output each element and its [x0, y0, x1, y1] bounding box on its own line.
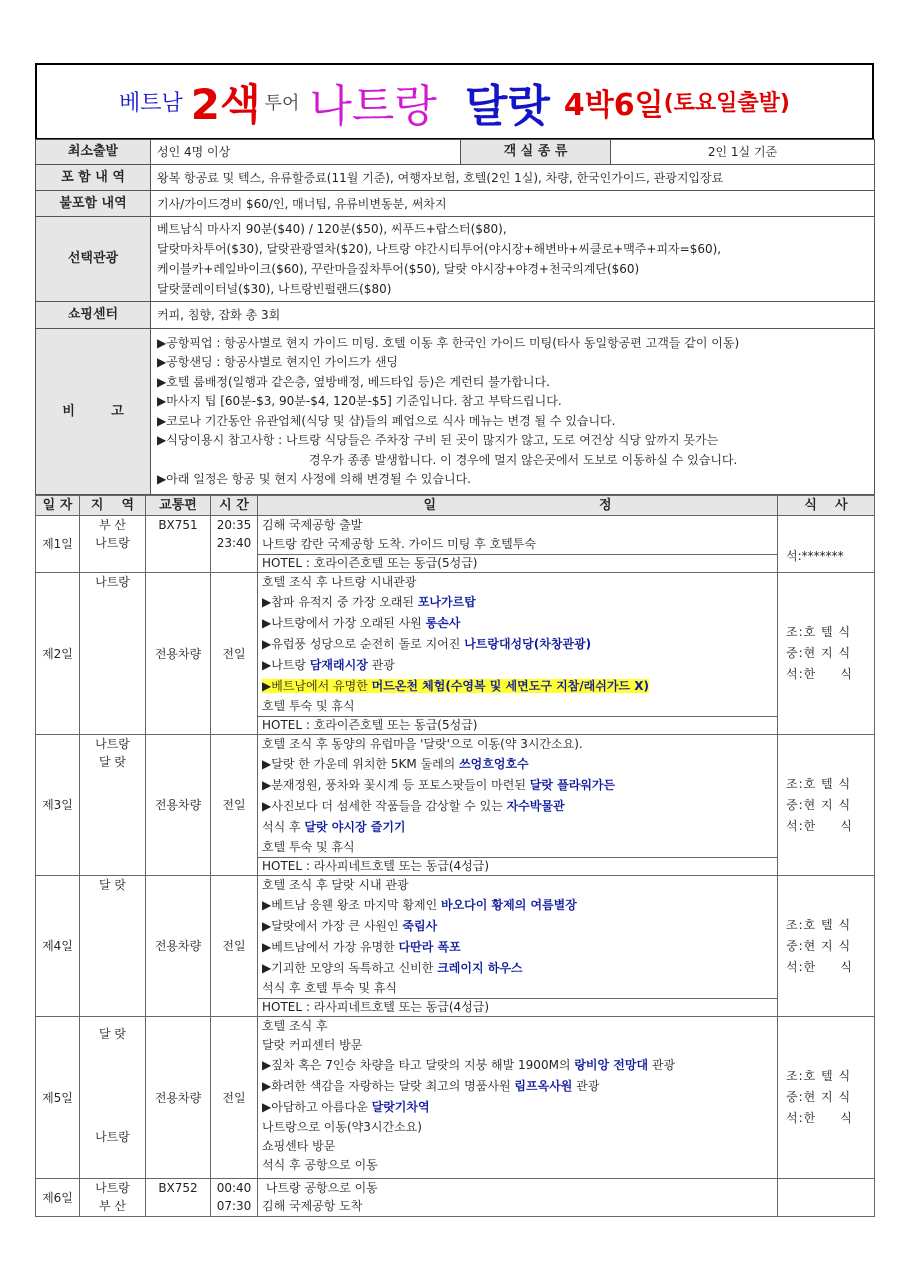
meal-line: 조:호 텔 식: [786, 917, 852, 932]
excluded-value: 기사/가이드경비 $60/인, 매너팁, 유류비변동분, 써차지: [151, 191, 875, 217]
meal-line: 중:현 지 식: [786, 646, 852, 660]
transport: BX751: [146, 516, 211, 573]
meals-cell: [778, 573, 875, 735]
day-row: [36, 735, 875, 876]
itinerary-line: 김해 국제공항 도착: [262, 1199, 363, 1213]
itinerary-text: 관광: [367, 658, 395, 672]
itinerary-line: [258, 697, 777, 716]
day-row: [36, 1179, 875, 1217]
itinerary-text: ▶참파 유적지 중 가장 오래된: [262, 595, 418, 609]
itinerary-line: [258, 1118, 777, 1137]
itinerary-text: 쇼핑센타 방문: [262, 1139, 336, 1153]
itinerary-line: [258, 676, 777, 697]
schedule-table: [35, 495, 875, 1217]
day-label: 제5일: [36, 1017, 80, 1179]
time-value: 00:40: [216, 1181, 252, 1195]
day-label: 제4일: [36, 876, 80, 1017]
highlight-attraction: 크레이지 하우스: [437, 961, 523, 975]
region-name: 달 랏: [99, 1027, 126, 1041]
note-line: ▶호텔 룸배정(일행과 같은층, 옆방배정, 베드타입 등)은 게런티 불가합니다.: [157, 374, 550, 389]
itinerary-text: ▶나트랑: [262, 658, 310, 672]
note-line: ▶마사지 팁 [60분-$3, 90분-$4, 120분-$5] 기준입니다. 참고 부탁드립니다.: [157, 394, 562, 408]
itinerary-line: [258, 1076, 777, 1097]
highlight-attraction: 쓰엉흐엉호수: [459, 757, 529, 771]
optional-tour-list: [151, 217, 875, 302]
meal-line: 중:현 지 식: [786, 1090, 852, 1104]
time: 전일: [211, 573, 258, 735]
itinerary-cell: [258, 573, 778, 735]
day-regions: [80, 876, 146, 1017]
meal-line: 조:호 텔 식: [786, 625, 852, 639]
transport: BX752: [146, 1179, 211, 1217]
min-departure-value: 성인 4명 이상: [151, 140, 461, 165]
itinerary-text: ▶베트남에서 유명한: [262, 679, 372, 693]
transport: 전용차량: [146, 573, 211, 735]
itinerary-cell: [258, 735, 778, 876]
region-name: 나트랑: [95, 575, 130, 589]
note-line: ▶코로나 기간동안 유관업체(식당 및 샵)들의 폐업으로 식사 메뉴는 변경 될 수 있습니다.: [157, 413, 616, 428]
region-name: 나트랑: [95, 737, 130, 751]
region-name: 나트랑: [95, 536, 130, 550]
itinerary-line: [258, 1055, 777, 1076]
itinerary-line: [258, 775, 777, 796]
day-row: [36, 1017, 875, 1179]
itinerary-text: ▶분재정원, 풍차와 꽃시계 등 포토스팟들이 마련된: [262, 778, 530, 792]
highlight-attraction: 죽림사: [402, 919, 438, 933]
itinerary-line: [258, 655, 777, 676]
itinerary-text: 호텔 조식 후 동양의 유럽마을 '달랏'으로 이동(약 3시간소요).: [262, 737, 583, 751]
highlight-attraction: 달랏 야시장 즐기기: [304, 820, 406, 834]
itinerary-text: 관광: [572, 1079, 600, 1093]
time-value: 20:35: [216, 518, 252, 532]
min-departure-label: 최소출발: [36, 140, 151, 165]
meals-cell: [778, 516, 875, 573]
itinerary-line: 김해 국제공항 출발: [262, 518, 363, 532]
times: [211, 516, 258, 573]
meal-line: 석:한 식: [786, 818, 853, 833]
itinerary-line: [258, 754, 777, 775]
meal-line: 석:*******: [786, 549, 844, 563]
header-day: 일 자: [36, 496, 80, 516]
itinerary-cell: [258, 1017, 778, 1179]
day-regions: [80, 735, 146, 876]
title-dalat: 달랏: [464, 80, 550, 132]
title-country: 베트남: [119, 91, 183, 116]
itinerary-cell: [258, 876, 778, 1017]
itinerary-line: [258, 876, 777, 895]
title-tour: 투어: [264, 92, 300, 114]
highlight-attraction: 담재래시장: [309, 658, 368, 672]
itinerary-text: 나트랑으로 이동(약3시간소요): [262, 1120, 422, 1134]
meal-line: 석:한 식: [786, 667, 853, 681]
itinerary-line: [258, 958, 777, 979]
meal-line: 조:호 텔 식: [786, 1069, 852, 1083]
itinerary-text: ▶베트남에서 가장 유명한: [262, 940, 399, 954]
transport: 전용차량: [146, 1017, 211, 1179]
itinerary-text: ▶사진보다 더 섬세한 작품들을 감상할 수 있는: [262, 799, 507, 813]
itinerary-cell: [258, 516, 778, 573]
itinerary-text: 호텔 조식 후 달랏 시내 관광: [262, 878, 409, 892]
region-name: 나트랑: [95, 1181, 130, 1195]
itinerary-line: 나트랑 공항으로 이동: [262, 1181, 378, 1195]
meal-line: 조:호 텔 식: [786, 776, 852, 791]
header-time: 시 간: [211, 496, 258, 516]
hotel-line: HOTEL : 라사피네트호텔 또는 동급(4성급): [258, 857, 777, 875]
itinerary-text: ▶기괴한 모양의 독특하고 신비한: [262, 961, 438, 975]
day-label: 제3일: [36, 735, 80, 876]
header-transport: 교통편: [146, 496, 211, 516]
meal-line: 석:한 식: [786, 1111, 853, 1125]
times: [211, 1179, 258, 1217]
day-regions: [80, 573, 146, 735]
itinerary-line: [258, 1097, 777, 1118]
time: 전일: [211, 1017, 258, 1179]
meals-cell: [778, 735, 875, 876]
itinerary-line: [258, 895, 777, 916]
page-title: [35, 63, 874, 139]
excluded-label: 불포함 내역: [36, 191, 151, 217]
highlight-attraction: 포나가르탑: [417, 595, 476, 609]
optional-tour-line: 케이블카+레일바이크($60), 꾸란마을짚차투어($50), 달랏 야시장+야경+천국의계단($60): [157, 262, 640, 276]
hotel-line: HOTEL : 라사피네트호텔 또는 동급(4성급): [258, 998, 777, 1016]
highlight-attraction: 자수박물관: [506, 799, 565, 813]
itinerary-text: ▶나트랑에서 가장 오래된 사원: [262, 616, 426, 630]
region-name: 나트랑: [95, 1130, 130, 1144]
room-type-value: 2인 1실 기준: [611, 140, 875, 165]
included-label: 포 함 내 역: [36, 165, 151, 191]
itinerary-text: 호텔 투숙 및 휴식: [262, 699, 355, 713]
highlight-attraction: 다딴라 폭포: [398, 940, 461, 954]
transport: 전용차량: [146, 735, 211, 876]
meals-cell: [778, 876, 875, 1017]
itinerary-text: ▶화려한 색감을 자랑하는 달랏 최고의 명품사원: [262, 1079, 515, 1093]
meals-cell: [778, 1179, 875, 1217]
notes-label: 비 고: [36, 329, 151, 495]
itinerary-line: [258, 979, 777, 998]
itinerary-line: [258, 1156, 777, 1175]
itinerary-text: 달랏 커피센터 방문: [262, 1038, 363, 1052]
info-table: [35, 139, 875, 495]
itinerary-line: [258, 1036, 777, 1055]
note-line: ▶아래 일정은 항공 및 현지 사정에 의해 변경될 수 있습니다.: [157, 472, 471, 486]
itinerary-line: [258, 817, 777, 838]
optional-tour-line: 달랏쿨레이터널($30), 나트랑빈펄랜드($80): [157, 282, 392, 296]
itinerary-line: [258, 613, 777, 634]
highlight-attraction: 나트랑대성당(차창관광): [464, 637, 592, 651]
highlight-attraction: 랑비앙 전망대: [574, 1058, 649, 1072]
header-region: 지 역: [80, 496, 146, 516]
meal-line: 중:현 지 식: [786, 797, 852, 812]
itinerary-text: ▶달랏에서 가장 큰 사원인: [262, 919, 403, 933]
day-row: [36, 516, 875, 573]
notes-list: [151, 329, 875, 495]
itinerary-line: 나트랑 캄란 국제공항 도착. 가이드 미팅 후 호텔투숙: [262, 537, 536, 551]
itinerary-line: [258, 916, 777, 937]
note-line: ▶공항샌딩 : 항공사별로 현지인 가이드가 샌딩: [157, 355, 399, 369]
itinerary-line: [258, 1017, 777, 1036]
itinerary-text: 호텔 투숙 및 휴식: [262, 840, 355, 854]
itinerary-line: [258, 796, 777, 817]
title-duration: 4박6일: [563, 87, 664, 123]
highlight-attraction: 바오다이 황제의 여름별장: [441, 898, 577, 912]
itinerary-line: [258, 838, 777, 857]
region-name: 부 산: [99, 518, 126, 532]
region-name: 달 랏: [99, 755, 126, 769]
day-regions: [80, 516, 146, 573]
room-type-label: 객 실 종 류: [461, 140, 611, 165]
itinerary-line: [258, 1137, 777, 1156]
title-departure-day: (토요일출발): [663, 91, 790, 116]
highlight-attraction: 머드온천 체험(수영복 및 세면도구 지참/래쉬가드 X): [371, 679, 649, 693]
itinerary-line: [258, 634, 777, 655]
meal-line: 석:한 식: [786, 959, 853, 974]
itinerary-text: 석식 후: [262, 820, 305, 834]
time: 전일: [211, 735, 258, 876]
note-line: ▶공항픽업 : 항공사별로 현지 가이드 미팅. 호텔 이동 후 한국인 가이드 미팅(타사 동일항공편 고객들 같이 이동): [157, 335, 740, 350]
hotel-line: HOTEL : 호라이즌호텔 또는 동급(5성급): [258, 554, 777, 572]
region-name: 부 산: [99, 1199, 126, 1213]
optional-tour-line: 베트남식 마사지 90분($40) / 120분($50), 씨푸드+랍스터($80),: [157, 222, 507, 236]
itinerary-text: ▶유럽풍 성당으로 순전히 돌로 지어진: [262, 637, 465, 651]
itinerary-line: [258, 937, 777, 958]
day-row: [36, 876, 875, 1017]
day-label: 제1일: [36, 516, 80, 573]
itinerary-line: [258, 735, 777, 754]
day-label: 제2일: [36, 573, 80, 735]
itinerary-text: 석식 후 호텔 투숙 및 휴식: [262, 981, 397, 995]
itinerary-text: 호텔 조식 후 나트랑 시내관광: [262, 575, 417, 589]
time-value: 07:30: [216, 1199, 252, 1213]
itinerary-line: [258, 592, 777, 613]
itinerary-sheet: [35, 63, 874, 1217]
day-regions: [80, 1017, 146, 1179]
highlight-attraction: 달랏기차역: [371, 1100, 430, 1114]
highlight-attraction: 림프옥사원: [514, 1079, 573, 1093]
highlight-attraction: 달랏 플라워가든: [529, 778, 616, 792]
shopping-value: 커피, 침향, 잡화 총 3회: [151, 302, 875, 329]
itinerary-text: ▶달랏 한 가운데 위치한 5KM 둘레의: [262, 757, 460, 771]
title-nhatrang: 나트랑: [309, 80, 437, 132]
optional-tour-label: 선택관광: [36, 217, 151, 302]
note-line: 경우가 종종 발생합니다. 이 경우에 멀지 않은곳에서 도보로 이동하실 수 있습니다.: [309, 452, 738, 467]
meal-line: 중:현 지 식: [786, 938, 852, 953]
itinerary-text: ▶아담하고 아름다운: [262, 1100, 372, 1114]
transport: 전용차량: [146, 876, 211, 1017]
itinerary-text: ▶베트남 응웬 왕조 마지막 황제인: [262, 898, 441, 912]
itinerary-text: 호텔 조식 후: [262, 1019, 328, 1033]
itinerary-cell: [258, 1179, 778, 1217]
time: 전일: [211, 876, 258, 1017]
day-label: 제6일: [36, 1179, 80, 1217]
header-itinerary: 일 정: [258, 496, 778, 516]
shopping-label: 쇼핑센터: [36, 302, 151, 329]
itinerary-text: 관광: [648, 1058, 676, 1072]
day-regions: [80, 1179, 146, 1217]
itinerary-line: [258, 573, 777, 592]
region-name: 달 랏: [99, 878, 126, 892]
meals-cell: [778, 1017, 875, 1179]
optional-tour-line: 달랏마차투어($30), 달랏관광열차($20), 나트랑 야간시티투어(야시장+해변바+씨클로+맥주+피자=$60),: [157, 242, 722, 256]
included-value: 왕복 항공료 및 텍스, 유류할증료(11월 기준), 여행자보험, 호텔(2인 1실), 차량, 한국인가이드, 관광지입장료: [151, 165, 875, 191]
title-two-color: 2색: [190, 79, 261, 129]
itinerary-text: ▶짚차 혹은 7인승 차량을 타고 달랏의 지붕 해발 1900M의: [262, 1058, 575, 1072]
day-row: [36, 573, 875, 735]
header-meals: 식 사: [778, 496, 875, 516]
note-line: ▶식당이용시 참고사항 : 나트랑 식당들은 주차장 구비 된 곳이 많지가 않고, 도로 여건상 식당 앞까지 못가는: [157, 433, 719, 447]
highlight-attraction: 롱손사: [425, 616, 461, 630]
itinerary-text: 석식 후 공항으로 이동: [262, 1158, 378, 1172]
time-value: 23:40: [216, 536, 252, 550]
hotel-line: HOTEL : 호라이즌호텔 또는 동급(5성급): [258, 716, 777, 734]
